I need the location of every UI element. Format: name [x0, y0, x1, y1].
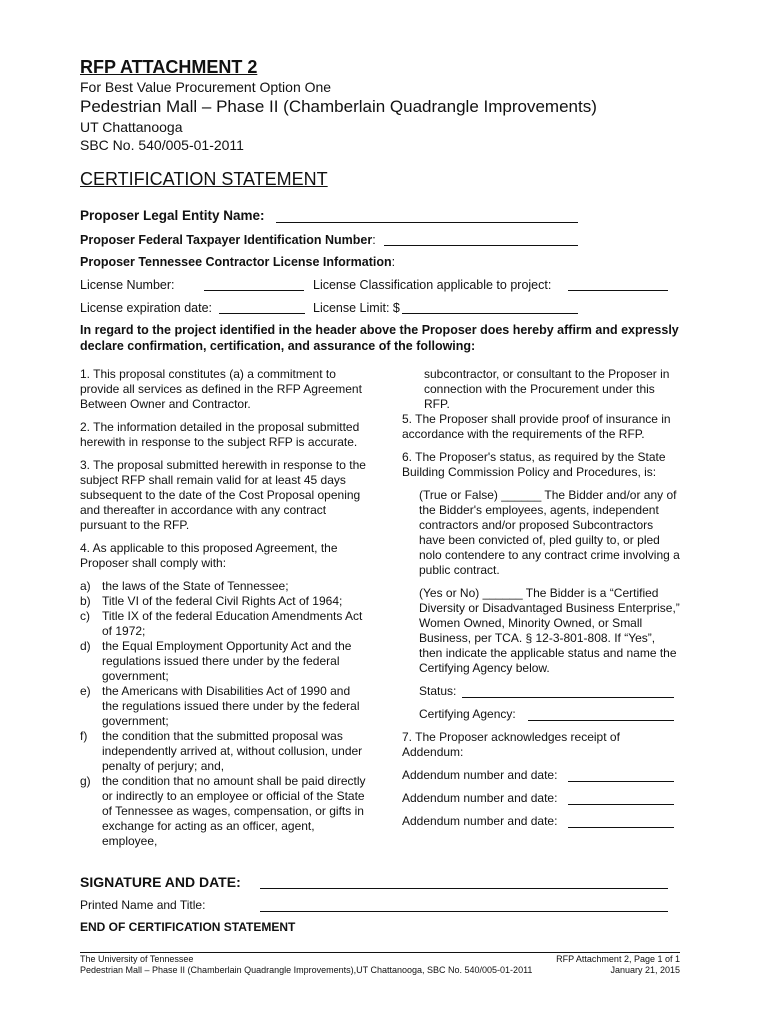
list-item: f) the condition that the submitted proposal was independently arrived at, without collusion, under penalty of perjury; and, [80, 729, 363, 773]
project-name: Pedestrian Mall – Phase II (Chamberlain Quadrangle Improvements) [80, 97, 597, 116]
legal-entity-line[interactable] [276, 210, 578, 223]
printed-name-line[interactable] [260, 899, 668, 912]
printed-name-label: Printed Name and Title: [80, 898, 206, 912]
status-line[interactable] [462, 685, 674, 698]
license-info-colon: : [391, 255, 396, 269]
right-column [402, 367, 680, 829]
addendum-line[interactable] [568, 769, 674, 782]
compliance-list [80, 579, 370, 849]
item-4: 4. As applicable to this proposed Agreement, the Proposer shall comply with: [80, 541, 338, 570]
doc-title: RFP ATTACHMENT 2 [80, 57, 258, 77]
addendum-row-2 [402, 791, 680, 806]
license-number-row [80, 277, 680, 293]
addendum-label: Addendum number and date: [402, 814, 558, 828]
status-row [402, 684, 680, 699]
license-info-label: Proposer Tennessee Contractor License Information [80, 255, 392, 269]
item-7: 7. The Proposer acknowledges receipt of Addendum: [402, 730, 620, 759]
footer-org: The University of Tennessee [80, 954, 194, 964]
footer-page: RFP Attachment 2, Page 1 of 1 [556, 954, 680, 964]
left-column [80, 367, 370, 849]
agency-row [402, 707, 680, 722]
license-exp-line[interactable] [219, 301, 305, 314]
legal-entity-label: Proposer Legal Entity Name: [80, 208, 265, 223]
license-exp-label: License expiration date: [80, 301, 213, 315]
list-item: d) the Equal Employment Opportunity Act and the regulations issued there under by the federal government; [80, 639, 352, 683]
printed-name-row [80, 898, 680, 914]
addendum-row-1 [402, 768, 680, 783]
license-limit-label: License Limit: $ [313, 301, 400, 315]
license-number-line[interactable] [204, 278, 304, 291]
list-item: b) Title VI of the federal Civil Rights Act of 1964; [80, 594, 343, 608]
item-5: 5. The Proposer shall provide proof of insurance in accordance with the requirements of the RFP. [402, 412, 671, 441]
item-4-continued: subcontractor, or consultant to the Proposer in connection with the Procurement under this RFP. [424, 367, 670, 411]
section-title: CERTIFICATION STATEMENT [80, 169, 328, 189]
license-class-line[interactable] [568, 278, 668, 291]
item-3: 3. The proposal submitted herewith in response to the subject RFP shall remain valid for at least 45 days subsequent to the date of the Cost Proposal opening and thereafter in accordance with any contract pursuant to the RFP. [80, 458, 366, 532]
item-2: 2. The information detailed in the proposal submitted herewith in response to the subject RFP is accurate. [80, 420, 360, 449]
signature-row [80, 874, 680, 892]
license-number-label: License Number: [80, 278, 175, 292]
list-item: a) the laws of the State of Tennessee; [80, 579, 289, 593]
taxpayer-line[interactable] [384, 233, 578, 246]
end-statement: END OF CERTIFICATION STATEMENT [80, 920, 296, 934]
license-info-row [80, 254, 600, 270]
license-limit-line[interactable] [402, 301, 578, 314]
page-footer [80, 952, 680, 976]
status-label: Status: [419, 684, 457, 698]
list-item: e) the Americans with Disabilities Act of 1990 and the regulations issued there under by the federal government; [80, 684, 360, 728]
item-6: 6. The Proposer's status, as required by the State Building Commission Policy and Procedures, is: [402, 450, 666, 479]
item-1: 1. This proposal constitutes (a) a commitment to provide all services as defined in the RFP Agreement Between Owner and Contractor. [80, 367, 362, 411]
footer-project: Pedestrian Mall – Phase II (Chamberlain Quadrangle Improvements),UT Chattanooga, SBC No. 540/005-01-2011 [80, 965, 533, 975]
signature-line[interactable] [260, 876, 668, 889]
taxpayer-label: Proposer Federal Taxpayer Identification Number [80, 233, 373, 247]
addendum-label: Addendum number and date: [402, 791, 558, 805]
addendum-label: Addendum number and date: [402, 768, 558, 782]
legal-entity-row [80, 208, 600, 224]
license-class-label: License Classification applicable to project: [313, 278, 552, 292]
signature-label: SIGNATURE AND DATE: [80, 874, 241, 890]
taxpayer-colon: : [372, 233, 376, 247]
addendum-line[interactable] [568, 792, 674, 805]
taxpayer-row [80, 232, 600, 248]
agency-label: Certifying Agency: [419, 707, 516, 721]
true-false-statement: (True or False) ______ The Bidder and/or any of the Bidder's employees, agents, independent contractors and/or proposed Subcontractors have been convicted of, pled guilty to, or pled nolo contendere to any contract crime involving a public contract. [419, 488, 680, 577]
sbc-number: SBC No. 540/005-01-2011 [80, 137, 244, 153]
addendum-line[interactable] [568, 815, 674, 828]
license-exp-row [80, 300, 680, 316]
yes-no-statement: (Yes or No) ______ The Bidder is a “Certified Diversity or Disadvantaged Business Enterprise,” Women Owned, Minority Owned, or Small Business, per TCA. § 12-3-801-808. If “Yes”, then indicate the applicable status and name the Certifying Agency below. [419, 586, 680, 675]
doc-subtitle: For Best Value Procurement Option One [80, 79, 332, 95]
agency-line[interactable] [528, 708, 674, 721]
addendum-row-3 [402, 814, 680, 829]
list-item: g) the condition that no amount shall be paid directly or indirectly to an employee or official of the State of Tennessee as wages, compensation, or gifts in exchange for acting as an officer, agent, employee, [80, 774, 366, 848]
affirmation-text: In regard to the project identified in the header above the Proposer does hereby affirm and expressly declare confirmation, certification, and assurance of the following: [80, 323, 679, 353]
list-item: c) Title IX of the federal Education Amendments Act of 1972; [80, 609, 363, 638]
document-page [80, 56, 680, 190]
footer-date: January 21, 2015 [610, 965, 680, 975]
institution: UT Chattanooga [80, 119, 183, 135]
